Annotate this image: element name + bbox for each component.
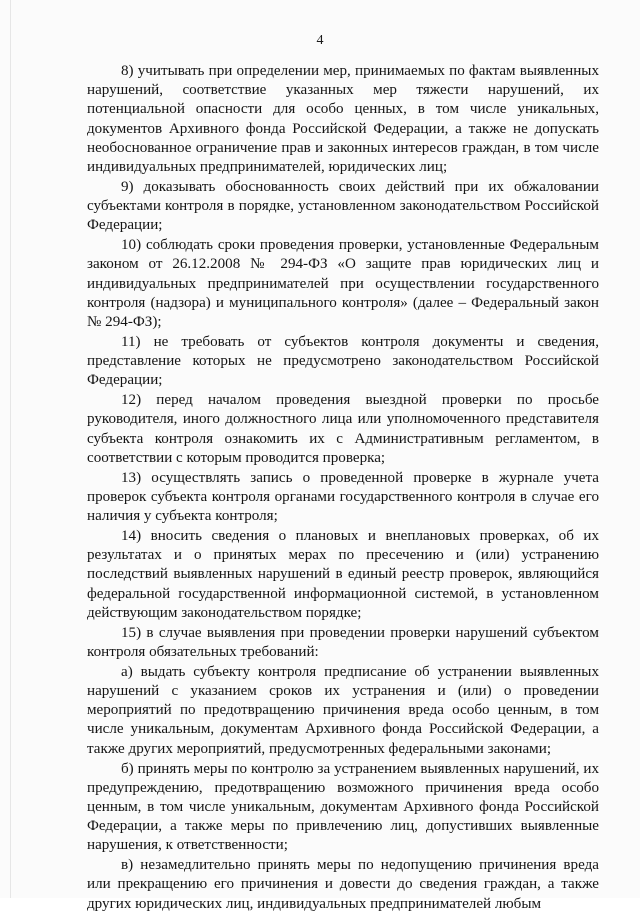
paragraph-item-11: 11) не требовать от субъектов контроля документы и сведения, представление которых не предусмотрено законодательством Российской Федерации; bbox=[87, 333, 599, 389]
paragraph-item-14: 14) вносить сведения о плановых и внеплановых проверках, об их результатах и о принятых мерах по пресечению и (или) устранению последствий выявленных нарушений в единый реестр проверок, являющийся федеральной государственной информационной системой, в установленном действующим законодательством порядке; bbox=[87, 528, 599, 621]
paragraph-item-15v: в) незамедлительно принять меры по недопущению причинения вреда или прекращению его причинения и довести до сведения граждан, а также других юридических лиц, индивидуальных предпринимателей любым bbox=[87, 857, 599, 912]
scan-edge bbox=[10, 0, 11, 898]
paragraph-item-8: 8) учитывать при определении мер, принимаемых по фактам выявленных нарушений, соответствие указанных мер тяжести нарушений, их потенциальной опасности для особо ценных, в том числе уникальных, документов Архивного фонда Российской Федерации, а также не допускать необоснованное ограничение прав и законных интересов граждан, в том числе индивидуальных предпринимателей, юридических лиц; bbox=[87, 63, 599, 176]
paragraph-item-10: 10) соблюдать сроки проведения проверки, установленные Федеральным законом от 26.12.2008 № 294-ФЗ «О защите прав юридических лиц и индивидуальных предпринимателей при осуществлении государственного контроля (надзора) и муниципального контроля» (далее – Федеральный закон № 294-ФЗ); bbox=[87, 237, 599, 331]
paragraph-item-13: 13) осуществлять запись о проведенной проверке в журнале учета проверок субъекта контроля органами государственного контроля в случае его наличия у субъекта контроля; bbox=[87, 469, 599, 525]
paragraph-item-12: 12) перед началом проведения выездной проверки по просьбе руководителя, иного должностного лица или уполномоченного представителя субъекта контроля ознакомить их с Административным регламентом, в соответствии с которым проводится проверка; bbox=[87, 392, 599, 466]
paragraph-item-15: 15) в случае выявления при проведении проверки нарушений субъектом контроля обязательных требований: bbox=[87, 624, 599, 660]
page-number: 4 bbox=[316, 33, 324, 48]
paragraph-item-9: 9) доказывать обоснованность своих действий при их обжаловании субъектами контроля в порядке, установленном законодательством Российской Федерации; bbox=[87, 178, 599, 234]
paragraph-item-15b: б) принять меры по контролю за устранением выявленных нарушений, их предупреждению, предотвращению возможного причинения вреда особо ценным, в том числе уникальным, документам Архивного фонда Российской Федерации, а также меры по привлечению лиц, допустивших выявленные нарушения, к ответственности; bbox=[87, 760, 599, 854]
body-text bbox=[87, 62, 599, 915]
paragraph-item-15a: а) выдать субъекту контроля предписание об устранении выявленных нарушений с указанием сроков их устранения и (или) о проведении мероприятий по предотвращению причинения вреда особо ценным, в том числе уникальным, документам Архивного фонда Российской Федерации, а также других мероприятий, предусмотренных федеральными законами; bbox=[87, 663, 599, 757]
